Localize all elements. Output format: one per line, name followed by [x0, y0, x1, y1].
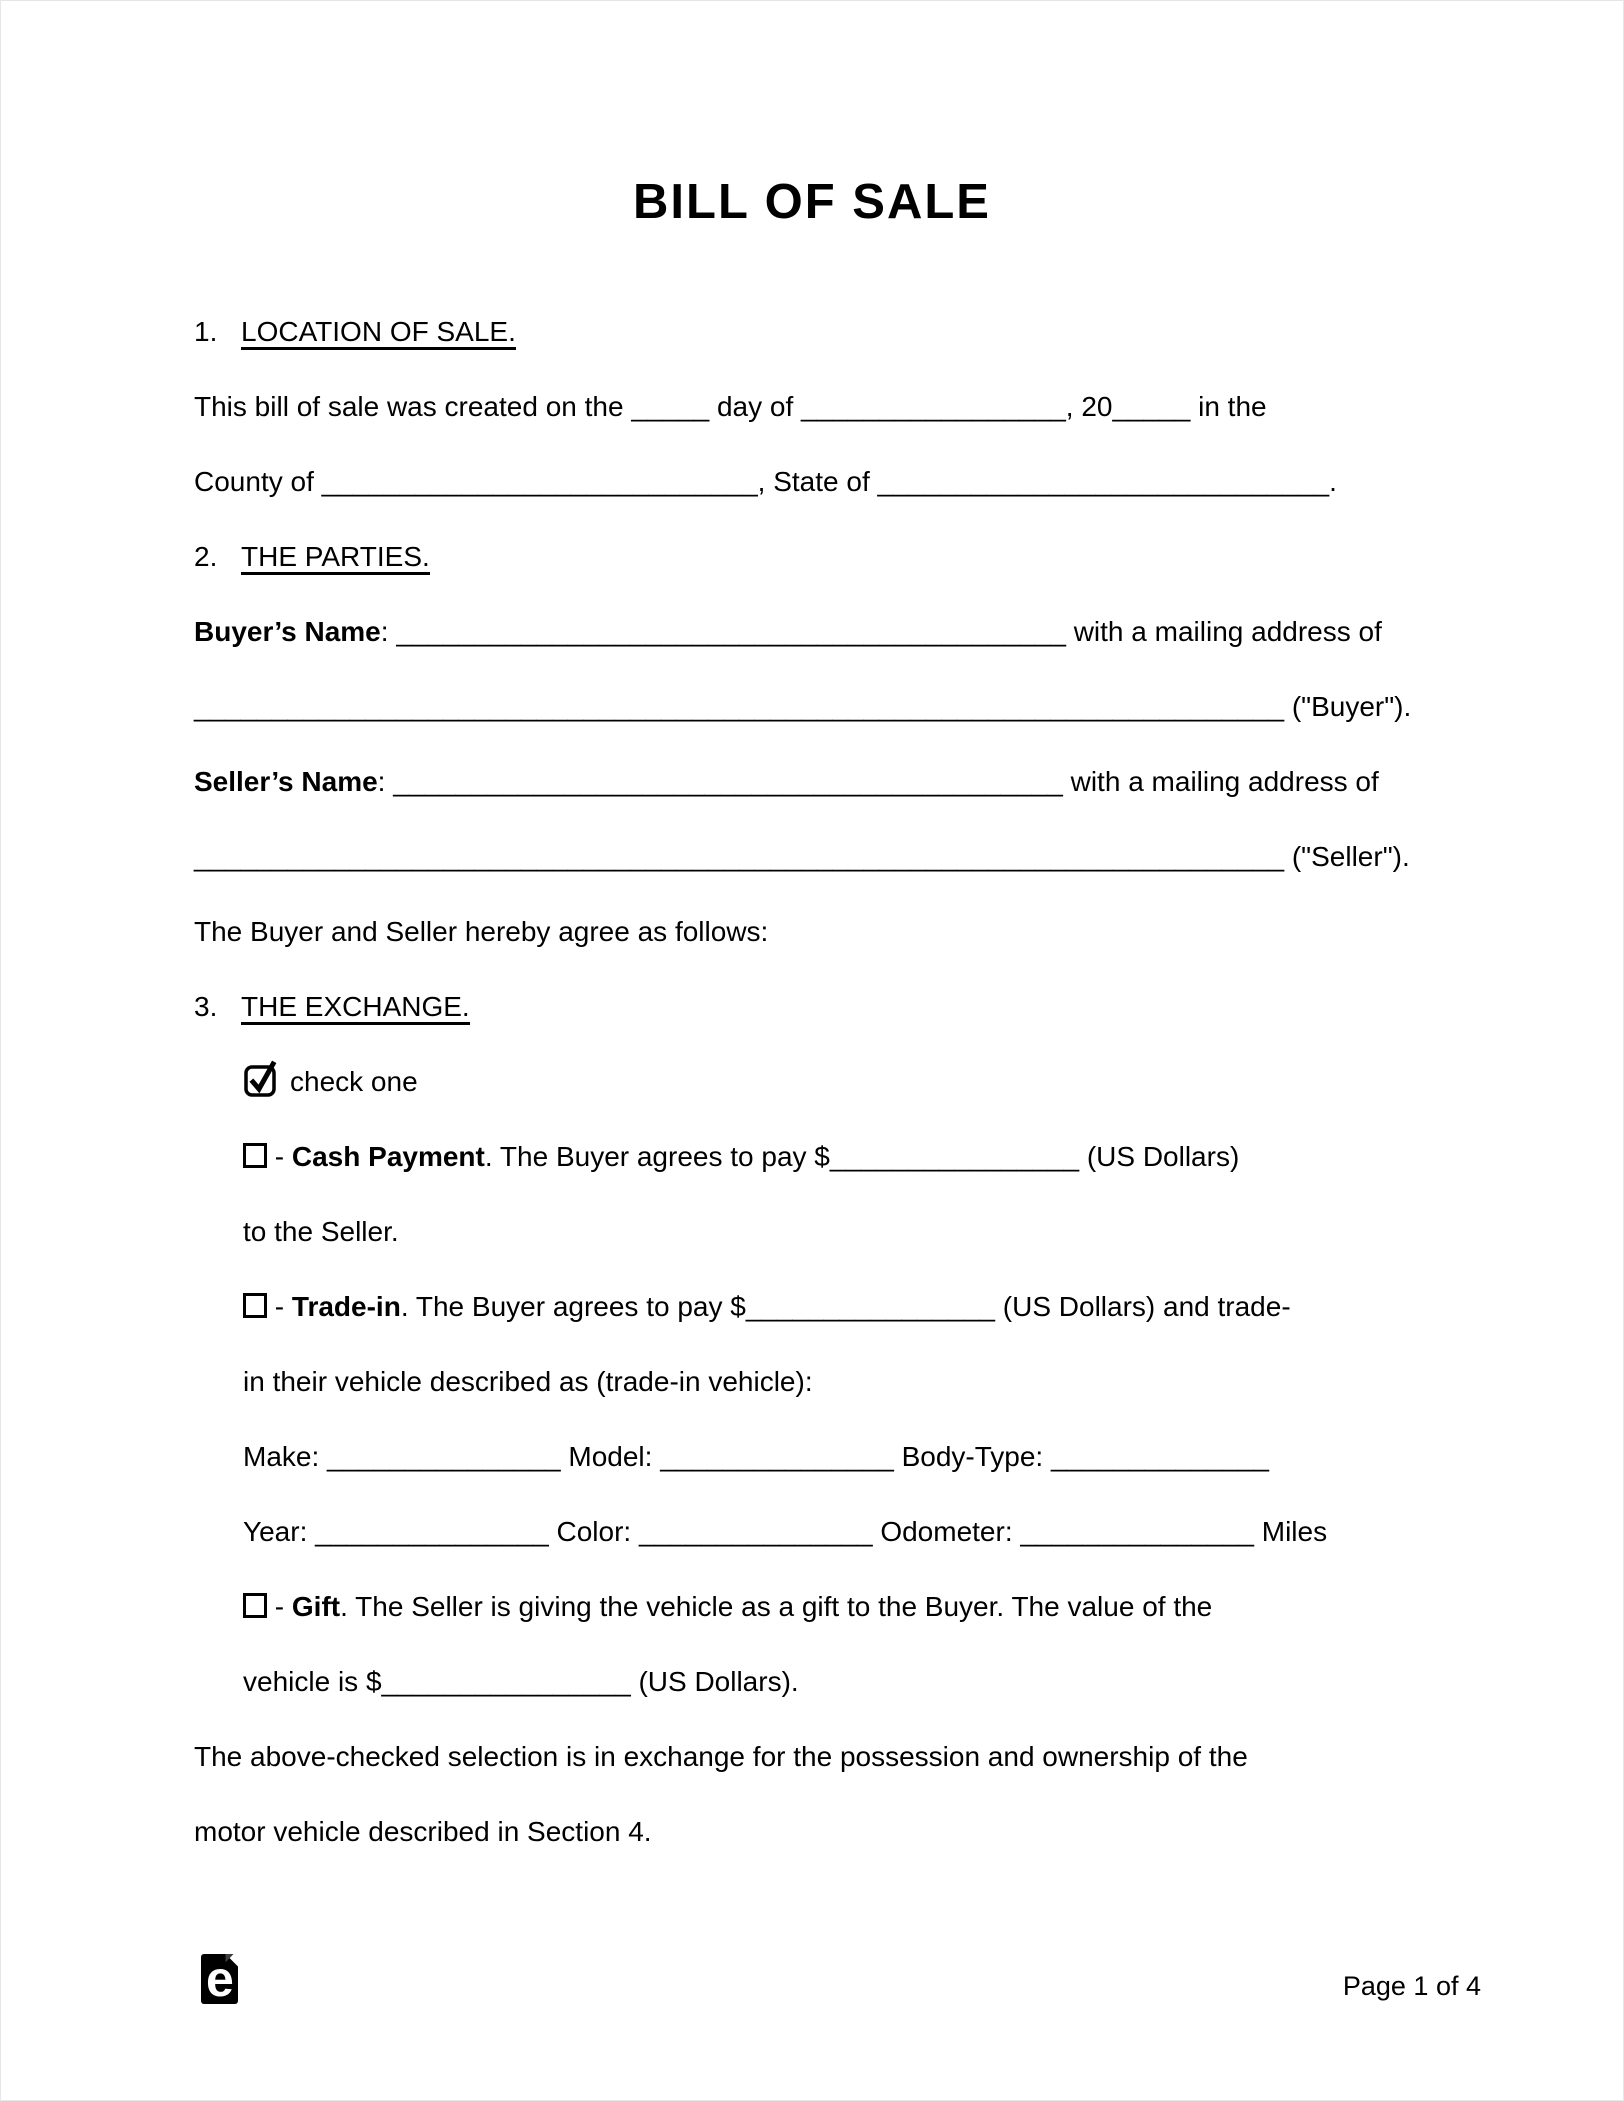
county-state-line [194, 444, 1523, 519]
buyer-address-blank: ______________________________________________________________________ ("Buyer"). [194, 691, 1412, 722]
section-3-title: THE EXCHANGE. [241, 991, 470, 1025]
trade-in-text: . The Buyer agrees to pay $________________ (US Dollars) and trade- [400, 1291, 1291, 1322]
closing-line-2 [194, 1794, 1523, 1869]
agreement-text: The Buyer and Seller hereby agree as follows: [194, 916, 769, 947]
gift-separator: - [267, 1591, 292, 1622]
gift-continuation [194, 1644, 1523, 1719]
section-2-title: THE PARTIES. [241, 541, 430, 575]
section-1-title: LOCATION OF SALE. [241, 316, 516, 350]
section-1-heading-row [194, 294, 1523, 369]
cash-payment-text-2: to the Seller. [243, 1216, 399, 1247]
gift-row [194, 1569, 1523, 1644]
vehicle-make-model-line [194, 1419, 1523, 1494]
vehicle-year-color-line [194, 1494, 1523, 1569]
seller-name-label: Seller’s Name [194, 766, 378, 797]
closing-text-2: motor vehicle described in Section 4. [194, 1816, 652, 1847]
check-one-label: check one [290, 1066, 418, 1097]
section-3-number: 3. [194, 991, 218, 1022]
cash-separator: - [267, 1141, 292, 1172]
trade-in-row [194, 1269, 1523, 1344]
closing-line-1 [194, 1719, 1523, 1794]
closing-text-1: The above-checked selection is in exchange for the possession and ownership of the [194, 1741, 1248, 1772]
logo-letter: e [206, 1954, 234, 2004]
document-body [194, 294, 1523, 1869]
section-2-number: 2. [194, 541, 218, 572]
page-indicator: Page 1 of 4 [1342, 1971, 1481, 2001]
buyer-name-blank: : ___________________________________________ with a mailing address of [380, 616, 1382, 647]
trade-in-text-2: in their vehicle described as (trade-in vehicle): [243, 1366, 813, 1397]
cash-payment-checkbox[interactable] [243, 1143, 267, 1168]
agreement-line [194, 894, 1523, 969]
trade-separator: - [267, 1291, 292, 1322]
cash-payment-row [194, 1119, 1523, 1194]
sale-date-text: This bill of sale was created on the _____ day of _________________, 20_____ in the [194, 391, 1267, 422]
cash-payment-label: Cash Payment [291, 1141, 485, 1172]
checked-checkbox-icon[interactable] [243, 1044, 277, 1119]
cash-payment-continuation [194, 1194, 1523, 1269]
vehicle-make-model-text: Make: _______________ Model: _______________ Body-Type: ______________ [243, 1441, 1269, 1472]
sale-date-line [194, 369, 1523, 444]
buyer-address-line [194, 669, 1523, 744]
check-one-row [194, 1044, 1523, 1119]
page-title: BILL OF SALE [633, 175, 991, 229]
seller-address-line [194, 819, 1523, 894]
gift-text-2: vehicle is $________________ (US Dollars). [243, 1666, 799, 1697]
gift-text: . The Seller is giving the vehicle as a gift to the Buyer. The value of the [340, 1591, 1213, 1622]
seller-address-blank: ______________________________________________________________________ ("Seller"). [194, 841, 1410, 872]
vehicle-year-color-text: Year: _______________ Color: _______________ Odometer: _______________ Miles [243, 1516, 1328, 1547]
seller-name-blank: : ___________________________________________ with a mailing address of [377, 766, 1379, 797]
seller-name-line [194, 744, 1523, 819]
trade-in-label: Trade-in [291, 1291, 401, 1322]
trade-in-checkbox[interactable] [243, 1293, 267, 1318]
eforms-logo-icon [201, 1954, 238, 2004]
section-3-heading-row [194, 969, 1523, 1044]
section-1-number: 1. [194, 316, 218, 347]
section-2-heading-row [194, 519, 1523, 594]
trade-in-continuation [194, 1344, 1523, 1419]
county-state-text: County of ____________________________, State of _____________________________. [194, 466, 1337, 497]
cash-payment-text: . The Buyer agrees to pay $________________ (US Dollars) [484, 1141, 1240, 1172]
gift-label: Gift [291, 1591, 341, 1622]
buyer-name-line [194, 594, 1523, 669]
buyer-name-label: Buyer’s Name [194, 616, 381, 647]
gift-checkbox[interactable] [243, 1593, 267, 1618]
